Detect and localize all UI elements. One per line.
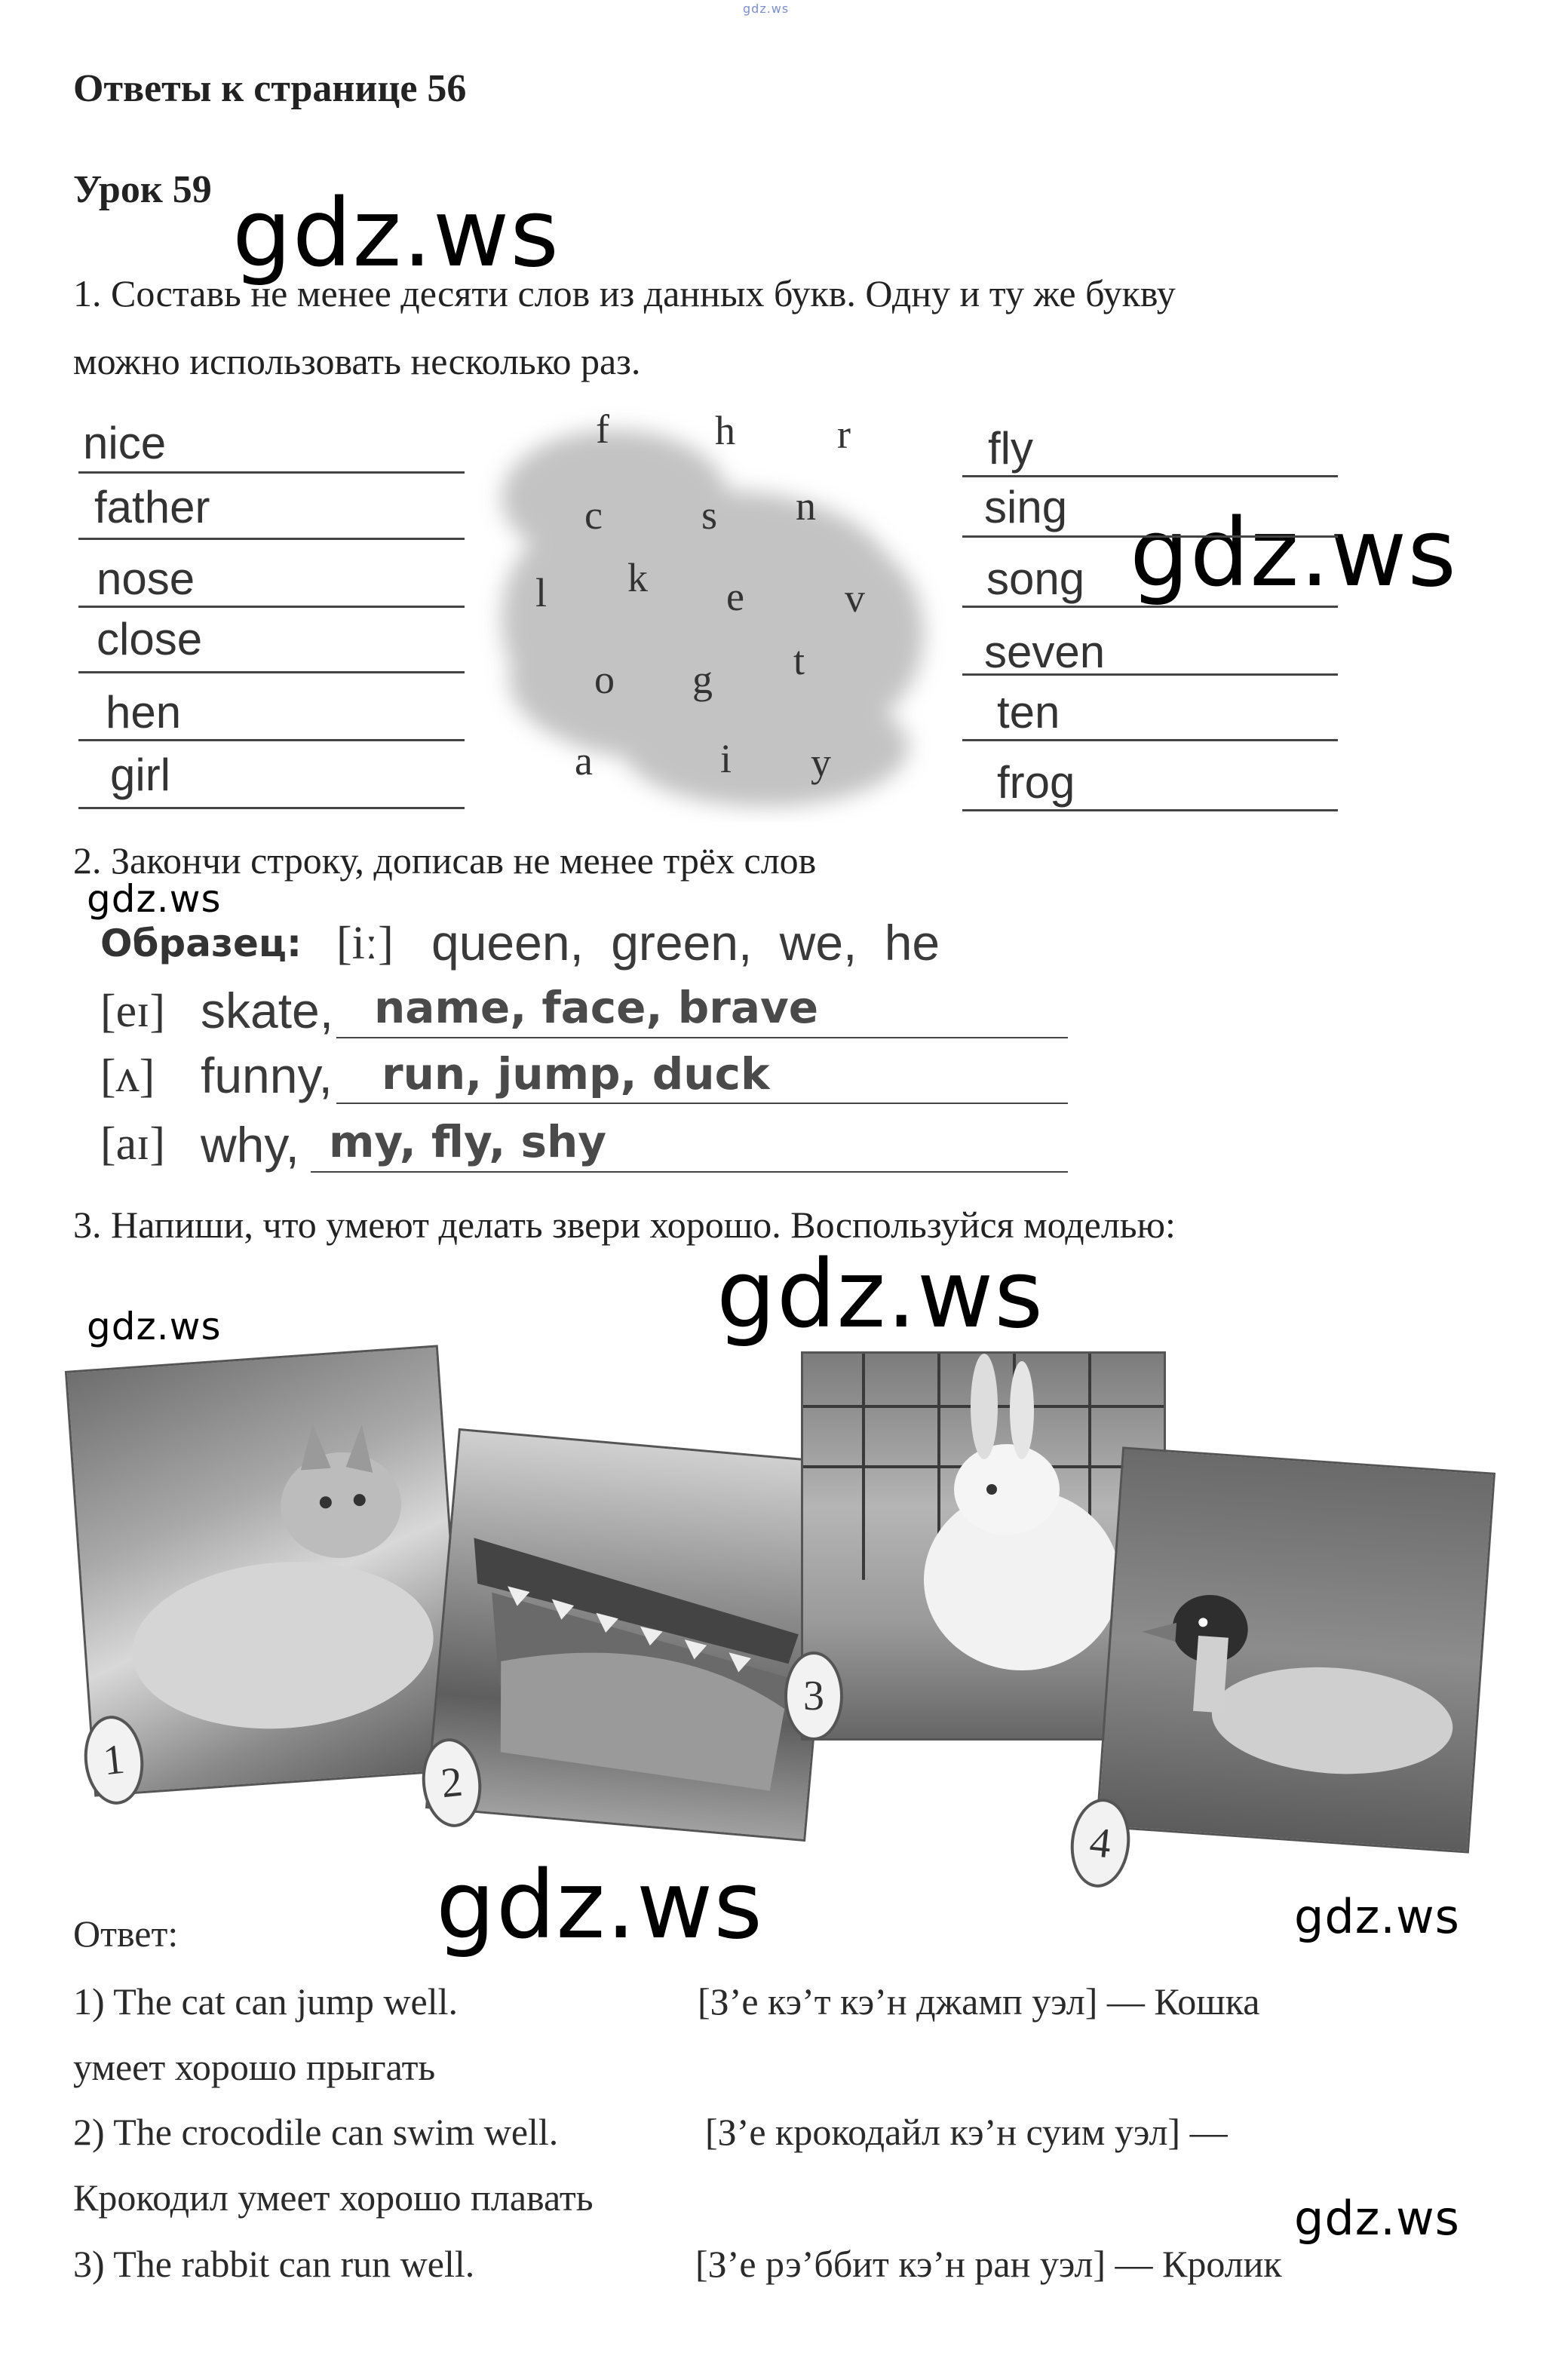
- word-right: seven: [984, 627, 1106, 677]
- answer-label: Ответ:: [73, 1912, 179, 1955]
- answer-line: [78, 739, 465, 741]
- answer-line: [78, 807, 465, 809]
- task2-instruction: 2. Закончи строку, дописав не менее трёх слов: [73, 839, 817, 882]
- letter: i: [720, 736, 732, 781]
- crocodile-photo: [425, 1428, 839, 1842]
- letter: s: [701, 492, 718, 538]
- answer-line: [962, 475, 1338, 477]
- given-word: funny,: [201, 1047, 333, 1103]
- duck-photo: [1096, 1446, 1495, 1853]
- task1-instruction-line2: можно использовать несколько раз.: [73, 340, 641, 382]
- word-right: fly: [988, 423, 1033, 474]
- answer-line: [962, 606, 1338, 608]
- answer-line-4: Крокодил умеет хорошо плавать: [73, 2176, 594, 2219]
- word-left: nose: [97, 554, 195, 604]
- letter: e: [726, 574, 744, 619]
- sound-ai: [aɪ]: [100, 1118, 166, 1170]
- word-left: girl: [110, 750, 171, 800]
- word-right: sing: [984, 482, 1068, 532]
- watermark: gdz.ws: [1294, 1889, 1460, 1944]
- letter: h: [715, 408, 735, 453]
- watermark: gdz.ws: [716, 1241, 1044, 1349]
- answer-line-3-transcription: [З’е крокодайл кэ’н суим уэл] —: [705, 2111, 1228, 2153]
- answer-line: [962, 673, 1338, 676]
- answer-line-1-transcription: [З’е кэ’т кэ’н джамп уэл] — Кошка: [698, 1980, 1260, 2023]
- letter: t: [793, 638, 805, 683]
- word-left: close: [97, 614, 203, 664]
- answer-line: [962, 809, 1338, 811]
- watermark: gdz.ws: [1130, 499, 1457, 608]
- answer-line-2: умеет хорошо прыгать: [73, 2046, 436, 2088]
- word-right: ten: [997, 687, 1060, 738]
- word-right: frog: [997, 757, 1075, 808]
- letter: f: [596, 406, 609, 452]
- watermark: gdz.ws: [1294, 2191, 1460, 2246]
- letter: c: [584, 492, 603, 538]
- word-left: hen: [106, 687, 182, 738]
- answer-line: [962, 535, 1338, 538]
- answer-line: [78, 671, 465, 673]
- sound-ei: [eɪ]: [100, 986, 166, 1037]
- sound-uh: [ʌ]: [100, 1050, 155, 1102]
- answer-line: [336, 1103, 1068, 1104]
- answer-line: [311, 1171, 1068, 1173]
- example-sound: [iː]: [336, 918, 394, 969]
- answer-line: [78, 606, 465, 608]
- answer-line: [78, 538, 465, 540]
- letter: g: [692, 657, 713, 702]
- letter-cloud-background: [479, 407, 946, 822]
- watermark: gdz.ws: [436, 1851, 763, 1960]
- header-watermark: gdz.ws: [743, 2, 790, 16]
- watermark: gdz.ws: [87, 1305, 222, 1348]
- answer-words: name, face, brave: [374, 982, 819, 1033]
- answer-words: my, fly, shy: [329, 1116, 607, 1167]
- photo-badge-4: 4: [1066, 1796, 1134, 1891]
- word-left: father: [94, 482, 210, 532]
- watermark: gdz.ws: [232, 179, 560, 288]
- photo-badge-1: 1: [80, 1713, 148, 1808]
- duck-illustration: [1098, 1449, 1493, 1851]
- photo-badge-2: 2: [418, 1735, 486, 1830]
- watermark: gdz.ws: [87, 877, 222, 921]
- answer-line: [78, 471, 465, 474]
- word-right: song: [986, 554, 1085, 604]
- answer-words: run, jump, duck: [382, 1048, 770, 1100]
- letter: r: [837, 412, 851, 457]
- letter: a: [575, 738, 593, 784]
- given-word: why,: [201, 1117, 299, 1173]
- letter: v: [845, 575, 865, 621]
- answer-line-5-english: 3) The rabbit can run well.: [73, 2243, 475, 2285]
- lesson-title: Урок 59: [73, 168, 212, 211]
- letter: o: [594, 657, 615, 702]
- example-label: Образец:: [100, 922, 302, 965]
- photo-badge-3: 3: [784, 1652, 843, 1741]
- given-word: skate,: [201, 983, 334, 1038]
- task1-instruction-line1: 1. Составь не менее десяти слов из данных букв. Одну и ту же букву: [73, 272, 1176, 314]
- letter: n: [796, 483, 816, 529]
- answer-line-1-english: 1) The cat can jump well.: [73, 1980, 459, 2023]
- task3-instruction: 3. Напиши, что умеют делать звери хорошо. Воспользуйся моделью:: [73, 1204, 1176, 1246]
- answer-line-5-transcription: [З’е рэ’ббит кэ’н ран уэл] — Кролик: [695, 2243, 1282, 2285]
- letter: y: [811, 740, 831, 785]
- answer-line: [336, 1037, 1068, 1038]
- answer-line-3-english: 2) The crocodile can swim well.: [73, 2111, 559, 2153]
- letter: k: [627, 555, 648, 600]
- answer-line: [962, 739, 1338, 741]
- example-words: queen, green, we, he: [431, 915, 940, 971]
- page-title: Ответы к странице 56: [73, 67, 467, 110]
- crocodile-illustration: [428, 1431, 836, 1839]
- letter: l: [535, 570, 548, 615]
- word-left: nice: [83, 418, 167, 468]
